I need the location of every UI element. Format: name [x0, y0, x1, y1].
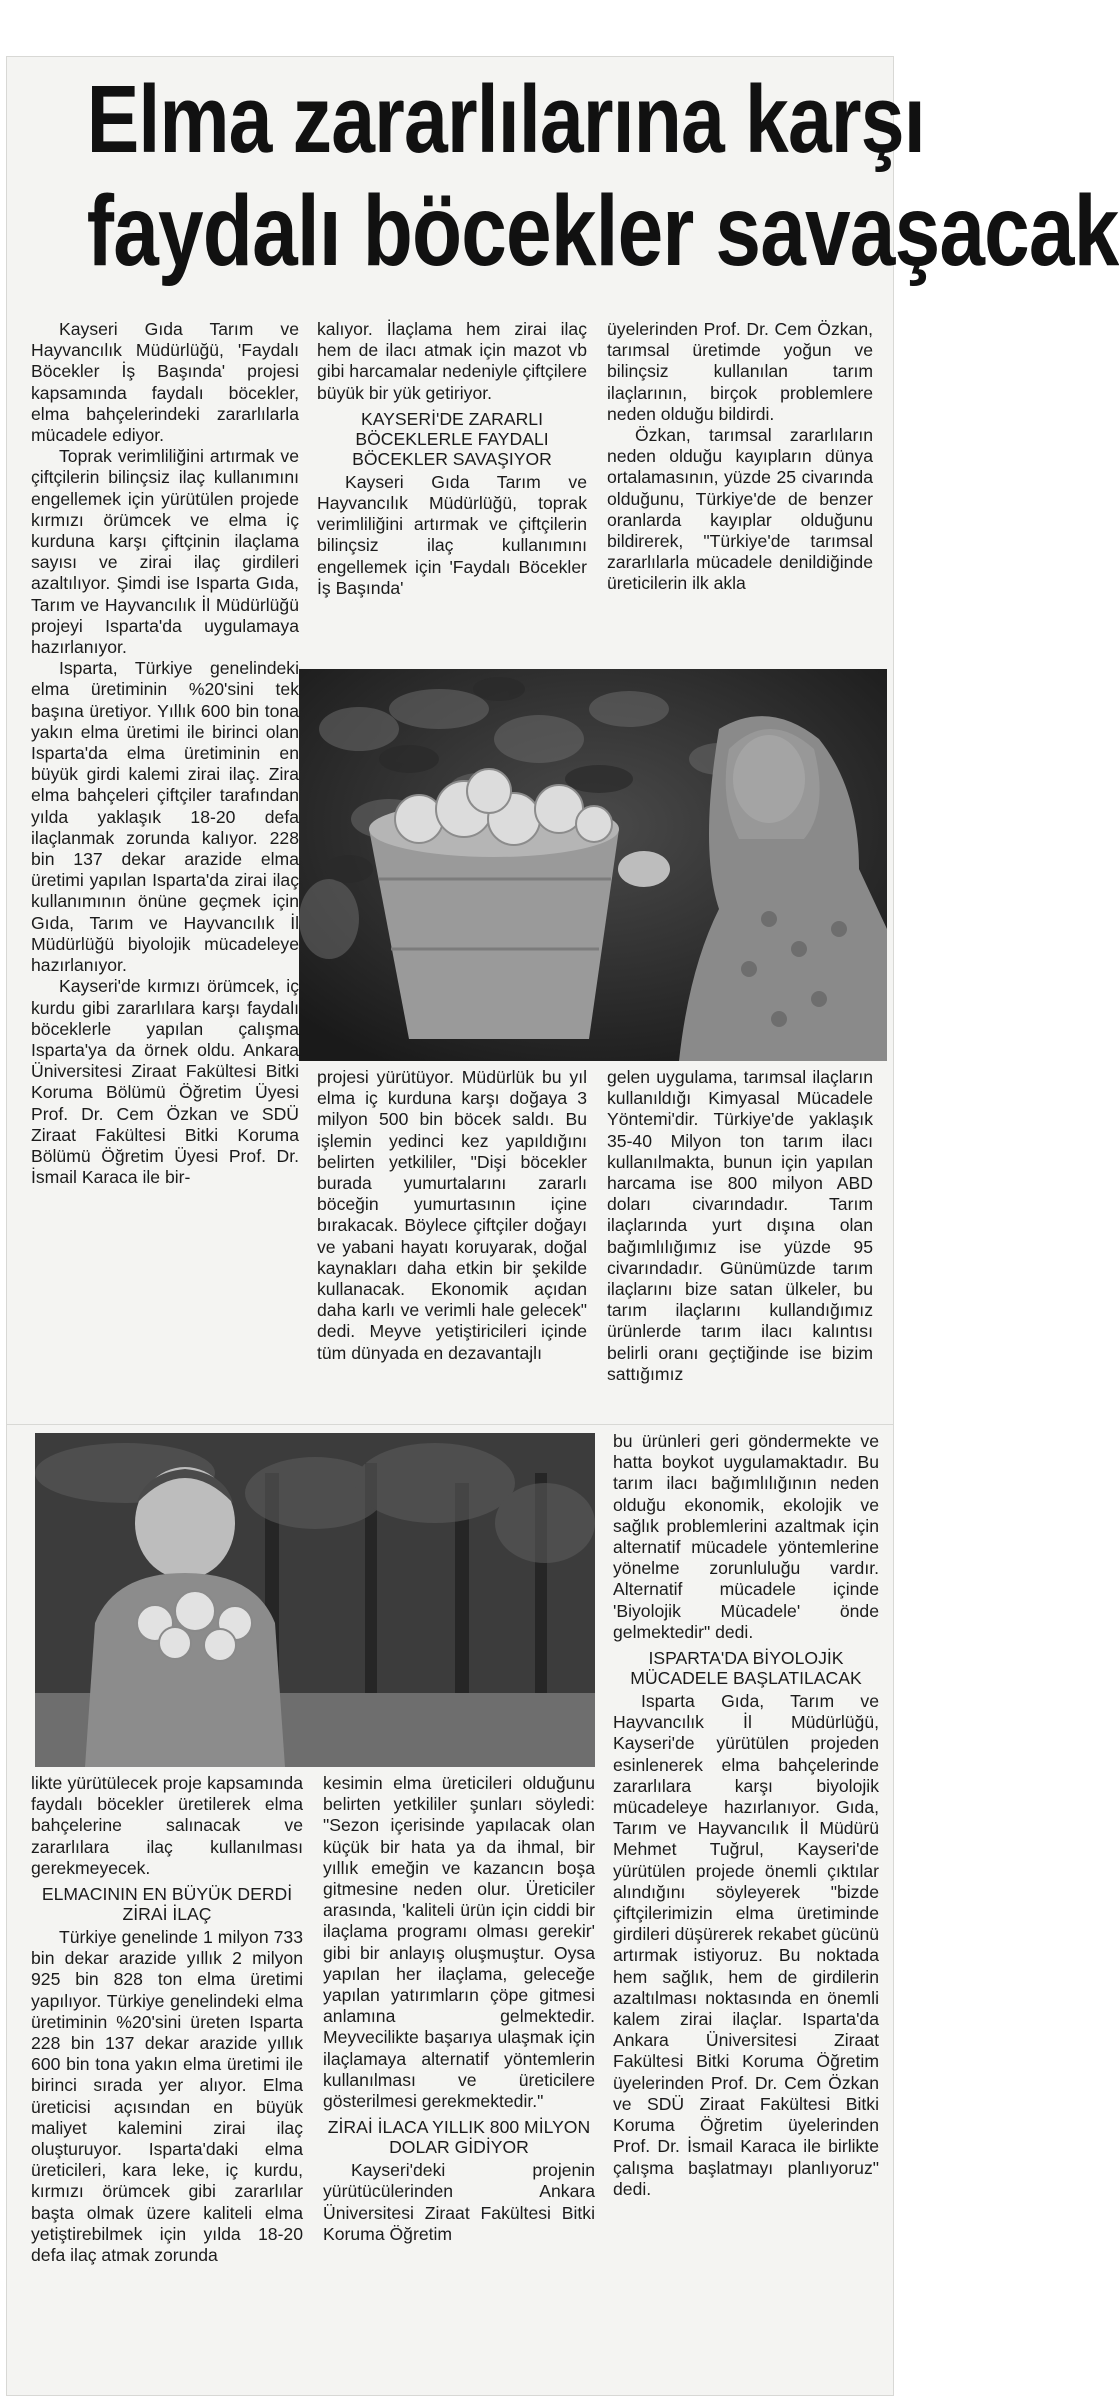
subheading: KAYSERİ'DE ZARARLI BÖCEKLERLE FAYDALI BÖCEKLER SAVAŞIYOR	[352, 408, 552, 469]
paragraph: Toprak verimliliğini artırmak ve çiftçilerin bilinçsiz ilaç kullanımını engellemek için yürütülen projede kırmızı örümcek ve elma iç kurduna karşı çiftçinin ilaçlama sayısı ve zirai ilaç girdileri azaltılıyor. Şimdi ise Isparta Gıda, Tarım ve Hayvancılık İl Müdürlüğü projeyi Isparta'da uygulamaya hazırlanıyor.	[31, 446, 299, 658]
woman-apple-bucket-photo	[299, 669, 887, 1061]
paragraph: üyelerinden Prof. Dr. Cem Özkan, tarımsal üretimde yoğun ve bilinçsiz kullanılan tarım ilaçlarının, birçok problemlere neden olduğu bildirdi.	[607, 319, 873, 424]
paragraph: Kayseri'de kırmızı örümcek, iç kurdu gibi zararlılara karşı faydalı böceklerle yapılan çalışma Isparta'ya da örnek oldu. Ankara Üniversitesi Ziraat Fakültesi Bitki Koruma Bölümü Öğretim Üyesi Prof. Dr. Cem Özkan ve SDÜ Ziraat Fakültesi Bitki Koruma Bölümü Öğretim Üyesi Prof. Dr. İsmail Karaca ile bir-	[31, 976, 299, 1188]
paragraph: Kayseri'deki projenin yürütücülerinden Ankara Üniversitesi Ziraat Fakültesi Bitki Koruma Öğretim	[323, 2160, 595, 2244]
article-column-8	[323, 1773, 595, 2389]
subheading: ELMACININ EN BÜYÜK DERDİ ZİRAİ İLAÇ	[41, 1884, 293, 1925]
paragraph: likte yürütülecek proje kapsamında faydalı böcekler üretilerek elma bahçelerine salınacak ve zararlılara ilaç kullanılması gerekmeyecek.	[31, 1773, 303, 1878]
newspaper-clipping-top	[6, 56, 1119, 1428]
headline-line-2: faydalı böcekler savaşacak	[86, 175, 1119, 287]
paragraph: Kayseri Gıda Tarım ve Hayvancılık Müdürlüğü, 'Faydalı Böcekler İş Başında' projesi kapsamında faydalı böcekler, elma bahçelerindeki zararlılarla mücadele ediyor.	[31, 319, 299, 446]
article-column-1	[31, 319, 299, 1427]
boy-holding-apples-photo	[35, 1433, 595, 1767]
paragraph: gelen uygulama, tarımsal ilaçların kullanıldığı Kimyasal Mücadele Yöntemi'dir. Türkiye'de yaklaşık 35-40 Milyon ton tarım ilacı kullanılmakta, bunun için yapılan harcama ise 800 milyon ABD doları civarındadır. Tarım ilaçlarında yurt dışına olan bağımlılığımız ise yüzde 95 civarındadır. Günümüzde tarım ilaçlarını bize satan ülkeler, bu tarım ilaçlarını kullandığımız ürünlerde tarım ilacı kalıntısı belirli oranı geçtiğinde ise bizim sattığımız	[607, 1067, 873, 1384]
paragraph: kalıyor. İlaçlama hem zirai ilaç hem de ilacı atmak için mazot vb gibi harcamalar nedeniyle çiftçilere büyük bir yük getiriyor.	[317, 319, 587, 403]
paragraph: projesi yürütüyor. Müdürlük bu yıl elma iç kurduna karşı doğaya 3 milyon 500 bin böcek saldı. Bu işlemin yedinci kez yapıldığını belirten yetkililer, "Dişi böcekler burada yumurtalarını zararlı böceğin yumurtasının içine bırakacak. Böylece çiftçiler doğayı ve yabani hayatı koruyarak, doğal kaynakları daha etkin bir şekilde kullanacak. Ekonomik açıdan daha karlı ve verimli hale gelecek" dedi. Meyve yetiştiricileri içinde tüm dünyada en dezavantajlı	[317, 1067, 587, 1363]
subheading: ZİRAİ İLACA YILLIK 800 MİLYON DOLAR GİDİYOR	[327, 2117, 591, 2158]
headline-line-1: Elma zararlılarına karşı	[86, 66, 925, 173]
paragraph: bu ürünleri geri göndermekte ve hatta boykot uygulamaktadır. Bu tarım ilacı bağımlılığının neden olduğu ekonomik, ekolojik ve sağlık problemlerini azaltmak için alternatif mücadele yöntemlerine yönelme zorunluluğu vardır. Alternatif mücadele içinde 'Biyolojik Mücadele' önde gelmektedir" dedi.	[613, 1431, 879, 1642]
paragraph: Kayseri Gıda Tarım ve Hayvancılık Müdürlüğü, toprak verimliliğini artırmak ve çiftçilerin bilinçsiz ilaç kullanımını engellemek için 'Faydalı Böcekler İş Başında'	[317, 471, 587, 598]
paragraph: Isparta Gıda, Tarım ve Hayvancılık İl Müdürlüğü, Kayseri'de yürütülen projeden esinlenerek elma bahçelerinde zararlılara karşı biyolojik mücadeleye hazırlanıyor. Gıda, Tarım ve Hayvancılık İl Müdürü Mehmet Tuğrul, Kayseri'de yürütülen projede önemli çıktılar alındığını söyleyerek "bizde çiftçilerimizin elma üretiminde girdileri düşürerek rekabet gücünü artırmak istiyoruz. Bu noktada hem sağlık, hem de girdilerin azaltılması noktasında en önemli kalem zirai ilaçlar. Isparta'da Ankara Üniversitesi Ziraat Fakültesi Bitki Koruma Öğretim üyelerinden Prof. Dr. Cem Özkan ve SDÜ Ziraat Fakültesi Bitki Koruma Öğretim üyelerinden Prof. Dr. İsmail Karaca ile birlikte çalışma başlatmayı planlıyoruz" dedi.	[613, 1691, 880, 2199]
article-column-5	[607, 1067, 873, 1423]
article-column-7	[31, 1773, 303, 2389]
subheading: ISPARTA'DA BİYOLOJİK MÜCADELE BAŞLATILACAK	[630, 1648, 862, 1689]
paragraph: Türkiye genelinde 1 milyon 733 bin dekar arazide yıllık 2 milyon 925 bin 828 ton elma üretimi yapılıyor. Türkiye genelindeki elma üretiminin %20'sini üreten Isparta 228 bin 137 dekar arazide yıllık 600 bin tona yakın elma üretimi ile birinci sırada yer alıyor. Elma üreticisi açısından en büyük maliyet kalemini zirai ilaç oluşturuyor. Isparta'daki elma üreticileri, kara leke, iç kurdu, kırmızı örümcek gibi zararlılar başta olmak üzere kaliteli elma yetiştirebilmek için yılda 18-20 defa ilaç atmak zorunda	[31, 1927, 303, 2266]
article-column-6	[613, 1431, 879, 2389]
paragraph: kesimin elma üreticileri olduğunu belirten yetkililer şunları söyledi: "Sezon içerisinde yapılacak olan küçük bir hata ya da ihmal, bir yıllık emeğin ve kazancın boşa gitmesine neden olur. Üreticiler arasında, 'kaliteli ürün için ciddi bir ilaçlama programı olması gerekir' gibi bir anlayış oluşmuştur. Oysa yapılan her ilaçlama, geleceğe yapılan yatırımların çöpe gitmesi anlamına gelmektedir. Meyvecilikte başarıya ulaşmak için ilaçlamaya alternatif yöntemlerin kullanılması ve üreticilere gösterilmesi gerekmektedir."	[323, 1773, 595, 2112]
article-column-4	[317, 1067, 587, 1423]
article-column-3	[607, 319, 873, 719]
newspaper-clipping-bottom	[6, 1424, 894, 2396]
paragraph: Isparta, Türkiye genelindeki elma üretiminin %20'sini tek başına üretiyor. Yıllık 600 bin tona yakın elma üretimi ile birinci olan Isparta'da elma üretiminin en büyük girdi kalemi zirai ilaç. Zira elma bahçeleri çiftçiler tarafından yılda yaklaşık 18-20 defa ilaçlanmak zorunda kalıyor. 228 bin 137 dekar arazide elma üretimi yapılan Isparta'da zirai ilaç kullanımının önüne geçmek için Gıda, Tarım ve Hayvancılık İl Müdürlüğü biyolojik mücadeleye hazırlanıyor.	[31, 658, 299, 976]
article-column-2	[317, 319, 587, 719]
paragraph: Özkan, tarımsal zararlıların neden olduğu kayıpların dünya ortalamasının, yüzde 25 civarında olduğunu, Türkiye'de de benzer oranlarda kayıplar olduğunu bildirerek, "Türkiye'de tarımsal zararlılarla mücadele denildiğinde üreticilerin ilk akla	[607, 425, 873, 594]
